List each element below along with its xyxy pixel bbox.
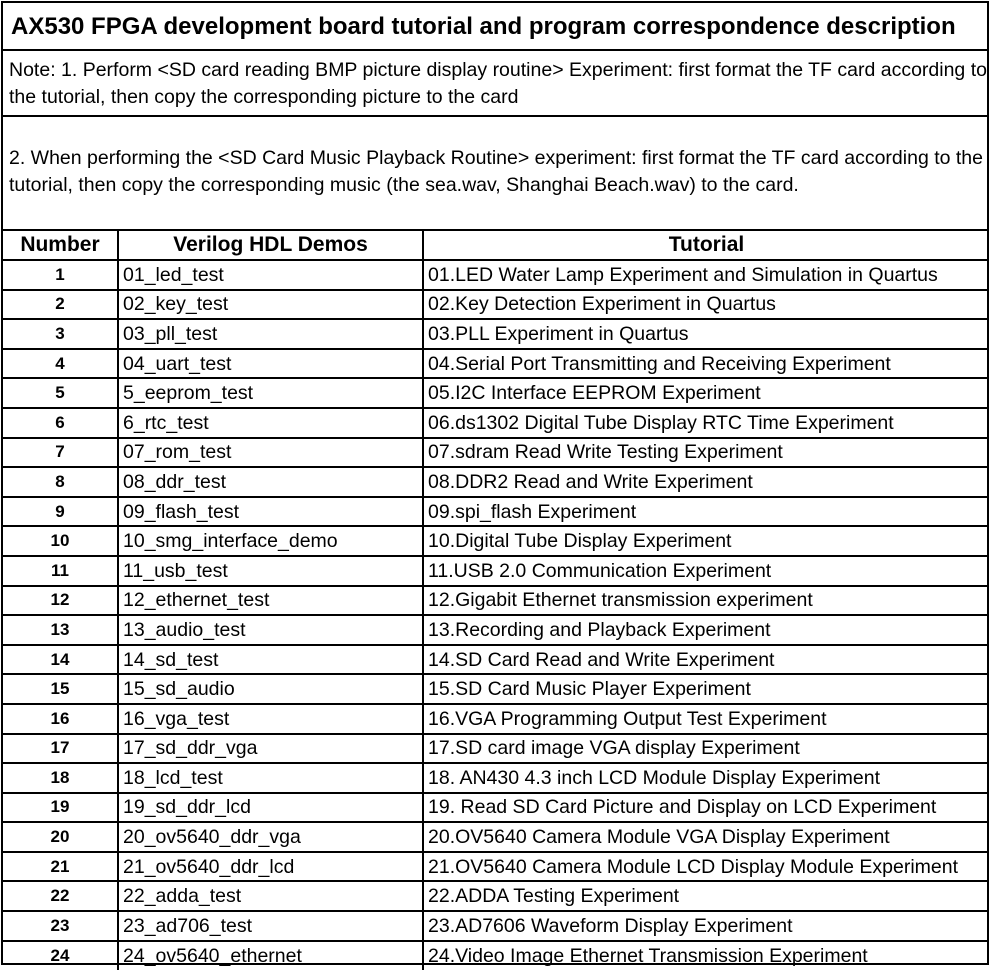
row-number: 15 [3,674,118,704]
row-number: 9 [3,497,118,527]
row-tutorial: 18. AN430 4.3 inch LCD Module Display Experiment [423,763,989,793]
table-row [3,734,989,764]
row-demo: 14_sd_test [118,645,423,675]
header-demos: Verilog HDL Demos [118,230,423,260]
row-tutorial: 01.LED Water Lamp Experiment and Simulation in Quartus [423,260,989,290]
page-title: AX530 FPGA development board tutorial and program correspondence description [3,3,987,51]
row-tutorial: 23.AD7606 Waveform Display Experiment [423,911,989,941]
row-number: 19 [3,793,118,823]
table-row [3,586,989,616]
row-number: 22 [3,881,118,911]
row-number: 2 [3,290,118,320]
row-demo: 03_pll_test [118,319,423,349]
table-row [3,822,989,852]
row-number: 6 [3,408,118,438]
table-row [3,674,989,704]
row-number: 23 [3,911,118,941]
row-number: 18 [3,763,118,793]
table-row [3,408,989,438]
note-1: Note: 1. Perform <SD card reading BMP picture display routine> Experiment: first format the TF card according to the tutorial, then copy the corresponding picture to the card [3,51,987,117]
table-row [3,290,989,320]
row-number: 24 [3,941,118,970]
table-row [3,319,989,349]
table-row [3,615,989,645]
row-number: 16 [3,704,118,734]
row-tutorial: 11.USB 2.0 Communication Experiment [423,556,989,586]
row-number: 17 [3,734,118,764]
row-number: 8 [3,467,118,497]
document-frame [1,1,989,965]
table-row [3,881,989,911]
table-header-row [3,230,989,260]
row-number: 7 [3,438,118,468]
row-tutorial: 21.OV5640 Camera Module LCD Display Module Experiment [423,852,989,882]
row-demo: 6_rtc_test [118,408,423,438]
row-tutorial: 12.Gigabit Ethernet transmission experiment [423,586,989,616]
row-demo: 13_audio_test [118,615,423,645]
table-row [3,941,989,970]
row-number: 4 [3,349,118,379]
row-tutorial: 14.SD Card Read and Write Experiment [423,645,989,675]
row-tutorial: 17.SD card image VGA display Experiment [423,734,989,764]
table-row [3,260,989,290]
row-demo: 10_smg_interface_demo [118,526,423,556]
table-row [3,704,989,734]
row-tutorial: 03.PLL Experiment in Quartus [423,319,989,349]
table-row [3,852,989,882]
row-tutorial: 08.DDR2 Read and Write Experiment [423,467,989,497]
row-demo: 04_uart_test [118,349,423,379]
table-row [3,911,989,941]
row-number: 13 [3,615,118,645]
row-tutorial: 15.SD Card Music Player Experiment [423,674,989,704]
table-row [3,378,989,408]
table-row [3,438,989,468]
row-demo: 16_vga_test [118,704,423,734]
row-number: 11 [3,556,118,586]
row-tutorial: 13.Recording and Playback Experiment [423,615,989,645]
row-demo: 19_sd_ddr_lcd [118,793,423,823]
row-demo: 22_adda_test [118,881,423,911]
row-tutorial: 06.ds1302 Digital Tube Display RTC Time Experiment [423,408,989,438]
row-demo: 09_flash_test [118,497,423,527]
row-number: 21 [3,852,118,882]
row-demo: 01_led_test [118,260,423,290]
header-tutorial: Tutorial [423,230,989,260]
row-tutorial: 24.Video Image Ethernet Transmission Experiment [423,941,989,970]
demo-tutorial-table [3,229,989,970]
row-demo: 15_sd_audio [118,674,423,704]
row-number: 5 [3,378,118,408]
row-demo: 18_lcd_test [118,763,423,793]
row-number: 12 [3,586,118,616]
table-row [3,526,989,556]
table-row [3,645,989,675]
table-row [3,793,989,823]
row-demo: 21_ov5640_ddr_lcd [118,852,423,882]
row-demo: 23_ad706_test [118,911,423,941]
row-number: 10 [3,526,118,556]
row-demo: 07_rom_test [118,438,423,468]
row-tutorial: 22.ADDA Testing Experiment [423,881,989,911]
row-tutorial: 10.Digital Tube Display Experiment [423,526,989,556]
row-number: 14 [3,645,118,675]
table-row [3,467,989,497]
row-number: 20 [3,822,118,852]
row-tutorial: 09.spi_flash Experiment [423,497,989,527]
row-demo: 11_usb_test [118,556,423,586]
row-demo: 12_ethernet_test [118,586,423,616]
row-demo: 5_eeprom_test [118,378,423,408]
row-number: 1 [3,260,118,290]
table-row [3,763,989,793]
row-demo: 20_ov5640_ddr_vga [118,822,423,852]
row-demo: 08_ddr_test [118,467,423,497]
note-2: 2. When performing the <SD Card Music Playback Routine> experiment: first format the TF card according to the tutorial, then copy the corresponding music (the sea.wav, Shanghai Beach.wav) to the card. [9,147,983,196]
row-tutorial: 05.I2C Interface EEPROM Experiment [423,378,989,408]
row-tutorial: 20.OV5640 Camera Module VGA Display Experiment [423,822,989,852]
row-tutorial: 19. Read SD Card Picture and Display on LCD Experiment [423,793,989,823]
row-number: 3 [3,319,118,349]
row-tutorial: 04.Serial Port Transmitting and Receiving Experiment [423,349,989,379]
row-tutorial: 16.VGA Programming Output Test Experiment [423,704,989,734]
row-demo: 24_ov5640_ethernet [118,941,423,970]
table-row [3,349,989,379]
row-demo: 02_key_test [118,290,423,320]
table-row [3,556,989,586]
table-row [3,497,989,527]
row-demo: 17_sd_ddr_vga [118,734,423,764]
header-number: Number [3,230,118,260]
row-tutorial: 02.Key Detection Experiment in Quartus [423,290,989,320]
row-tutorial: 07.sdram Read Write Testing Experiment [423,438,989,468]
